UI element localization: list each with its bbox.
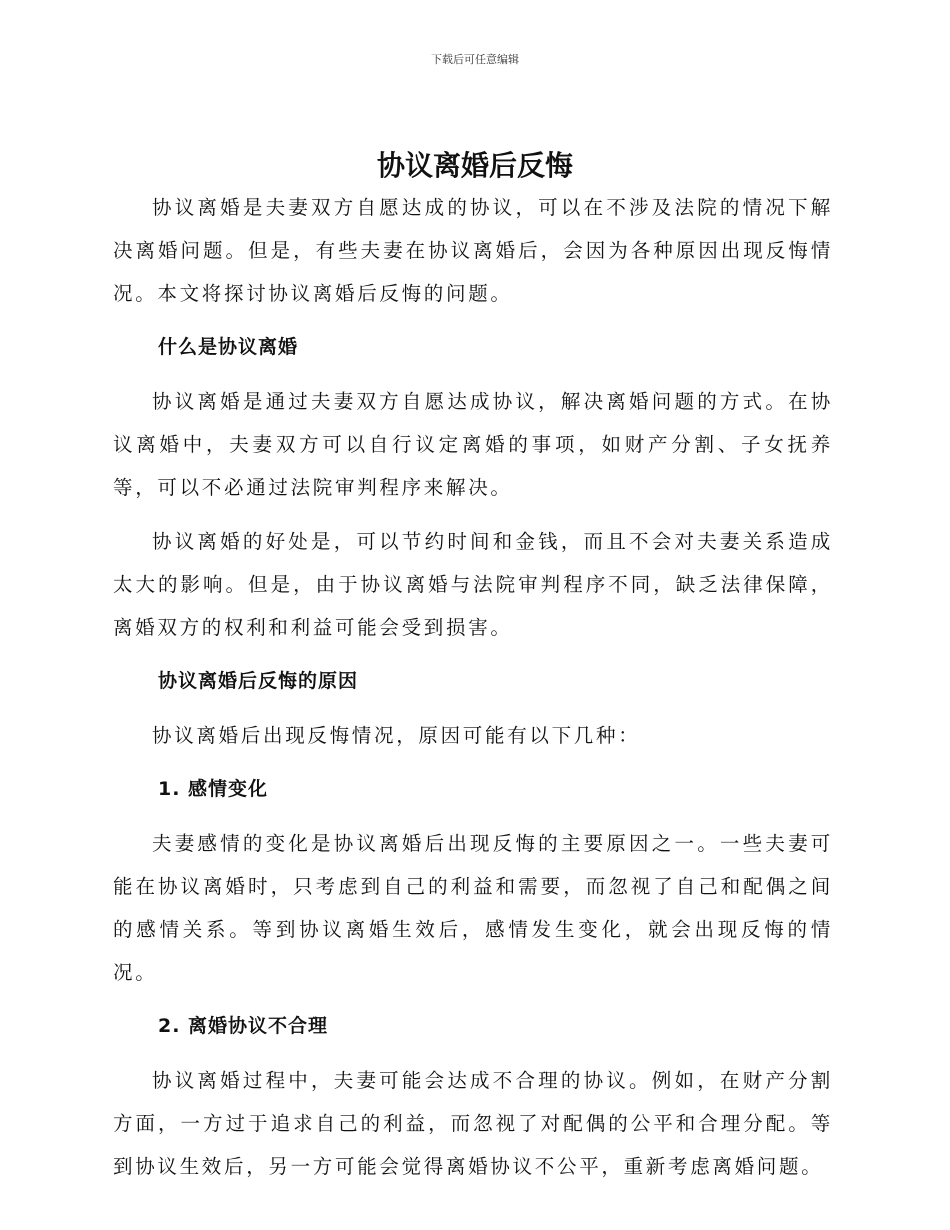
intro-paragraph: 协议离婚是夫妻双方自愿达成的协议，可以在不涉及法院的情况下解决离婚问题。但是，有些夫妻在协议离婚后，会因为各种原因出现反悔情况。本文将探讨协议离婚后反悔的问题。 [113,196,833,305]
reason-heading-unfair-agreement: 2. 离婚协议不合理 [158,1015,329,1037]
paragraph-emotion: 夫妻感情的变化是协议离婚后出现反悔的主要原因之一。一些夫妻可能在协议离婚时，只考虑到自己的利益和需要，而忽视了自己和配偶之间的感情关系。等到协议离婚生效后，感情发生变化，就会出现反悔的情况。 [113,832,833,984]
paragraph-definition: 协议离婚是通过夫妻双方自愿达成协议，解决离婚问题的方式。在协议离婚中，夫妻双方可以自行议定离婚的事项，如财产分割、子女抚养等，可以不必通过法院审判程序来解决。 [113,390,833,499]
paragraph-reasons-intro: 协议离婚后出现反悔情况，原因可能有以下几种： [152,724,641,747]
paragraph-benefits: 协议离婚的好处是，可以节约时间和金钱，而且不会对夫妻关系造成太大的影响。但是，由于协议离婚与法院审判程序不同，缺乏法律保障，离婚双方的权利和利益可能会受到损害。 [113,530,833,639]
page-header: 下载后可任意编辑 [431,53,519,66]
reason-heading-emotion: 1. 感情变化 [158,778,269,800]
paragraph-unfair-agreement: 协议离婚过程中，夫妻可能会达成不合理的协议。例如，在财产分割方面，一方过于追求自己的利益，而忽视了对配偶的公平和合理分配。等到协议生效后，另一方可能会觉得离婚协议不公平，重新考虑离婚问题。 [113,1069,833,1178]
document-title: 协议离婚后反悔 [376,149,573,182]
section-heading-what-is: 什么是协议离婚 [158,336,299,358]
section-heading-reasons: 协议离婚后反悔的原因 [158,670,359,692]
document-body [113,186,833,1188]
